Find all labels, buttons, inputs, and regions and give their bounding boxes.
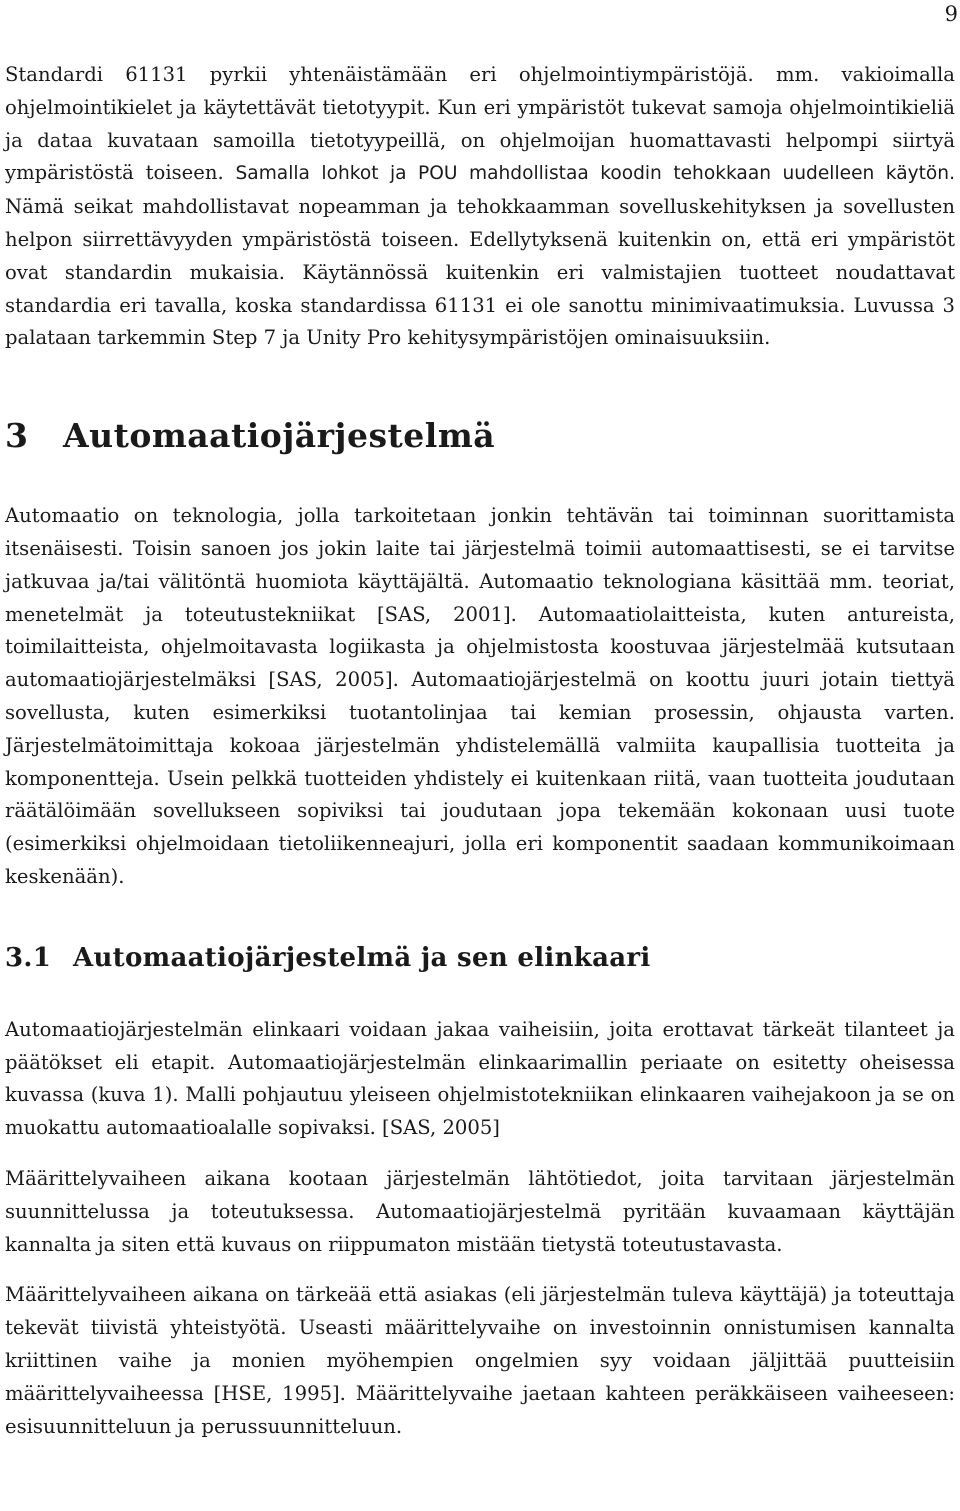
page-number: 9: [944, 2, 958, 26]
section3-paragraph: Automaatio on teknologia, jolla tarkoitetaan jonkin tehtävän tai toiminnan suorittamista itsenäisesti. Toisin sanoen jos jokin laite tai järjestelmä toimii automaattisesti, se ei tarvitse jatkuvaa ja/tai välitöntä huomiota käyttäjältä. Automaatio teknologiana käsittää mm. teoriat, menetelmät ja toteutustekniikat [SAS, 2001]. Automaatiolaitteista, kuten antureista, toimilaitteista, ohjelmoitavasta logiikasta ja ohjelmistosta koostuvaa järjestelmää kutsutaan automaatiojärjestelmäksi [SAS, 2005]. Automaatiojärjestelmä on koottu juuri jotain tiettyä sovellusta, kuten esimerkiksi tuotantolinjaa tai kemian prosessin, ohjausta varten. Järjestelmätoimittaja kokoaa järjestelmän yhdistelemällä valmiita kaupallisia tuotteita ja komponentteja. Usein pelkkä tuotteiden yhdistely ei kuitenkaan riitä, vaan tuotteita joudutaan räätälöimään sovellukseen sopiviksi tai joudutaan jopa tekemään kokonaan uusi tuote (esimerkiksi ohjelmoidaan tietoliikenneajuri, jolla eri komponentit saadaan kommunikoimaan keskenään).: [5, 504, 955, 888]
subsection-paragraph-3: Määrittelyvaiheen aikana on tärkeää että asiakas (eli järjestelmän tuleva käyttäjä) ja toteuttaja tekevät tiivistä yhteistyötä. Useasti määrittelyvaihe on investoinnin onnistumisen kannalta kriittinen vaihe ja monien myöhempien ongelmien syy voidaan jäljittää puutteisiin määrittelyvaiheessa [HSE, 1995]. Määrittelyvaihe jaetaan kahteen peräkkäiseen vaiheeseen: esisuunnitteluun ja perussuunnitteluun.: [5, 1283, 955, 1438]
subsection-paragraph-1: Automaatiojärjestelmän elinkaari voidaan jakaa vaiheisiin, joita erottavat tärkeät tilanteet ja päätökset eli etapit. Automaatiojärjestelmän elinkaarimallin periaate on esitetty oheisessa kuvassa (kuva 1). Malli pohjautuu yleiseen ohjelmistotekniikan elinkaaren vaihejakoon ja se on muokattu automaatioalalle sopivaksi. [SAS, 2005]: [5, 1017, 955, 1140]
intro-paragraph: [5, 59, 955, 355]
intro-text-b: Samalla lohkot ja POU mahdollistaa koodin tehokkaan uudelleen käytön.: [235, 163, 955, 185]
intro-text-a: Standardi 61131 pyrkii yhtenäistämään eri ohjelmointiympäristöjä. mm. vakioimalla ohjelmointikielet ja käytettävät tietotyypit. Kun eri ympäristöt tukevat samoja ohjelmointikieliä ja dataa kuvataan samoilla tietotyypeillä, on ohjelmoijan huomattavasti helpompi siirtyä ympäristöstä toiseen.: [5, 63, 955, 185]
intro-text-c: Nämä seikat mahdollistavat nopeamman ja tehokkaamman sovelluskehityksen ja sovellusten helpon siirrettävyyden ympäristöstä toiseen. Edellytyksenä kuitenkin on, että eri ympäristöt ovat standardin mukaisia. Käytännössä kuitenkin eri valmistajien tuotteet noudattavat standardia eri tavalla, koska standardissa 61131 ei ole sanottu minimivaatimuksia. Luvussa 3 palataan tarkemmin Step 7 ja Unity Pro kehitysympäristöjen ominaisuuksiin.: [5, 195, 955, 350]
page-content: [5, 59, 955, 1443]
subsection-number: 3.1: [5, 942, 52, 973]
section-title: Automaatiojärjestelmä: [63, 416, 496, 456]
subsection-paragraph-2: Määrittelyvaiheen aikana kootaan järjestelmän lähtötiedot, joita tarvitaan järjestelmän suunnittelussa ja toteutuksessa. Automaatiojärjestelmä pyritään kuvaamaan käyttäjän kannalta ja siten että kuvaus on riippumaton mistään tietystä toteutustavasta.: [5, 1166, 955, 1256]
subsection-heading-3-1: [5, 942, 955, 974]
subsection-title: Automaatiojärjestelmä ja sen elinkaari: [73, 942, 651, 973]
section-number: 3: [5, 416, 29, 456]
section-heading-3: [5, 416, 955, 456]
